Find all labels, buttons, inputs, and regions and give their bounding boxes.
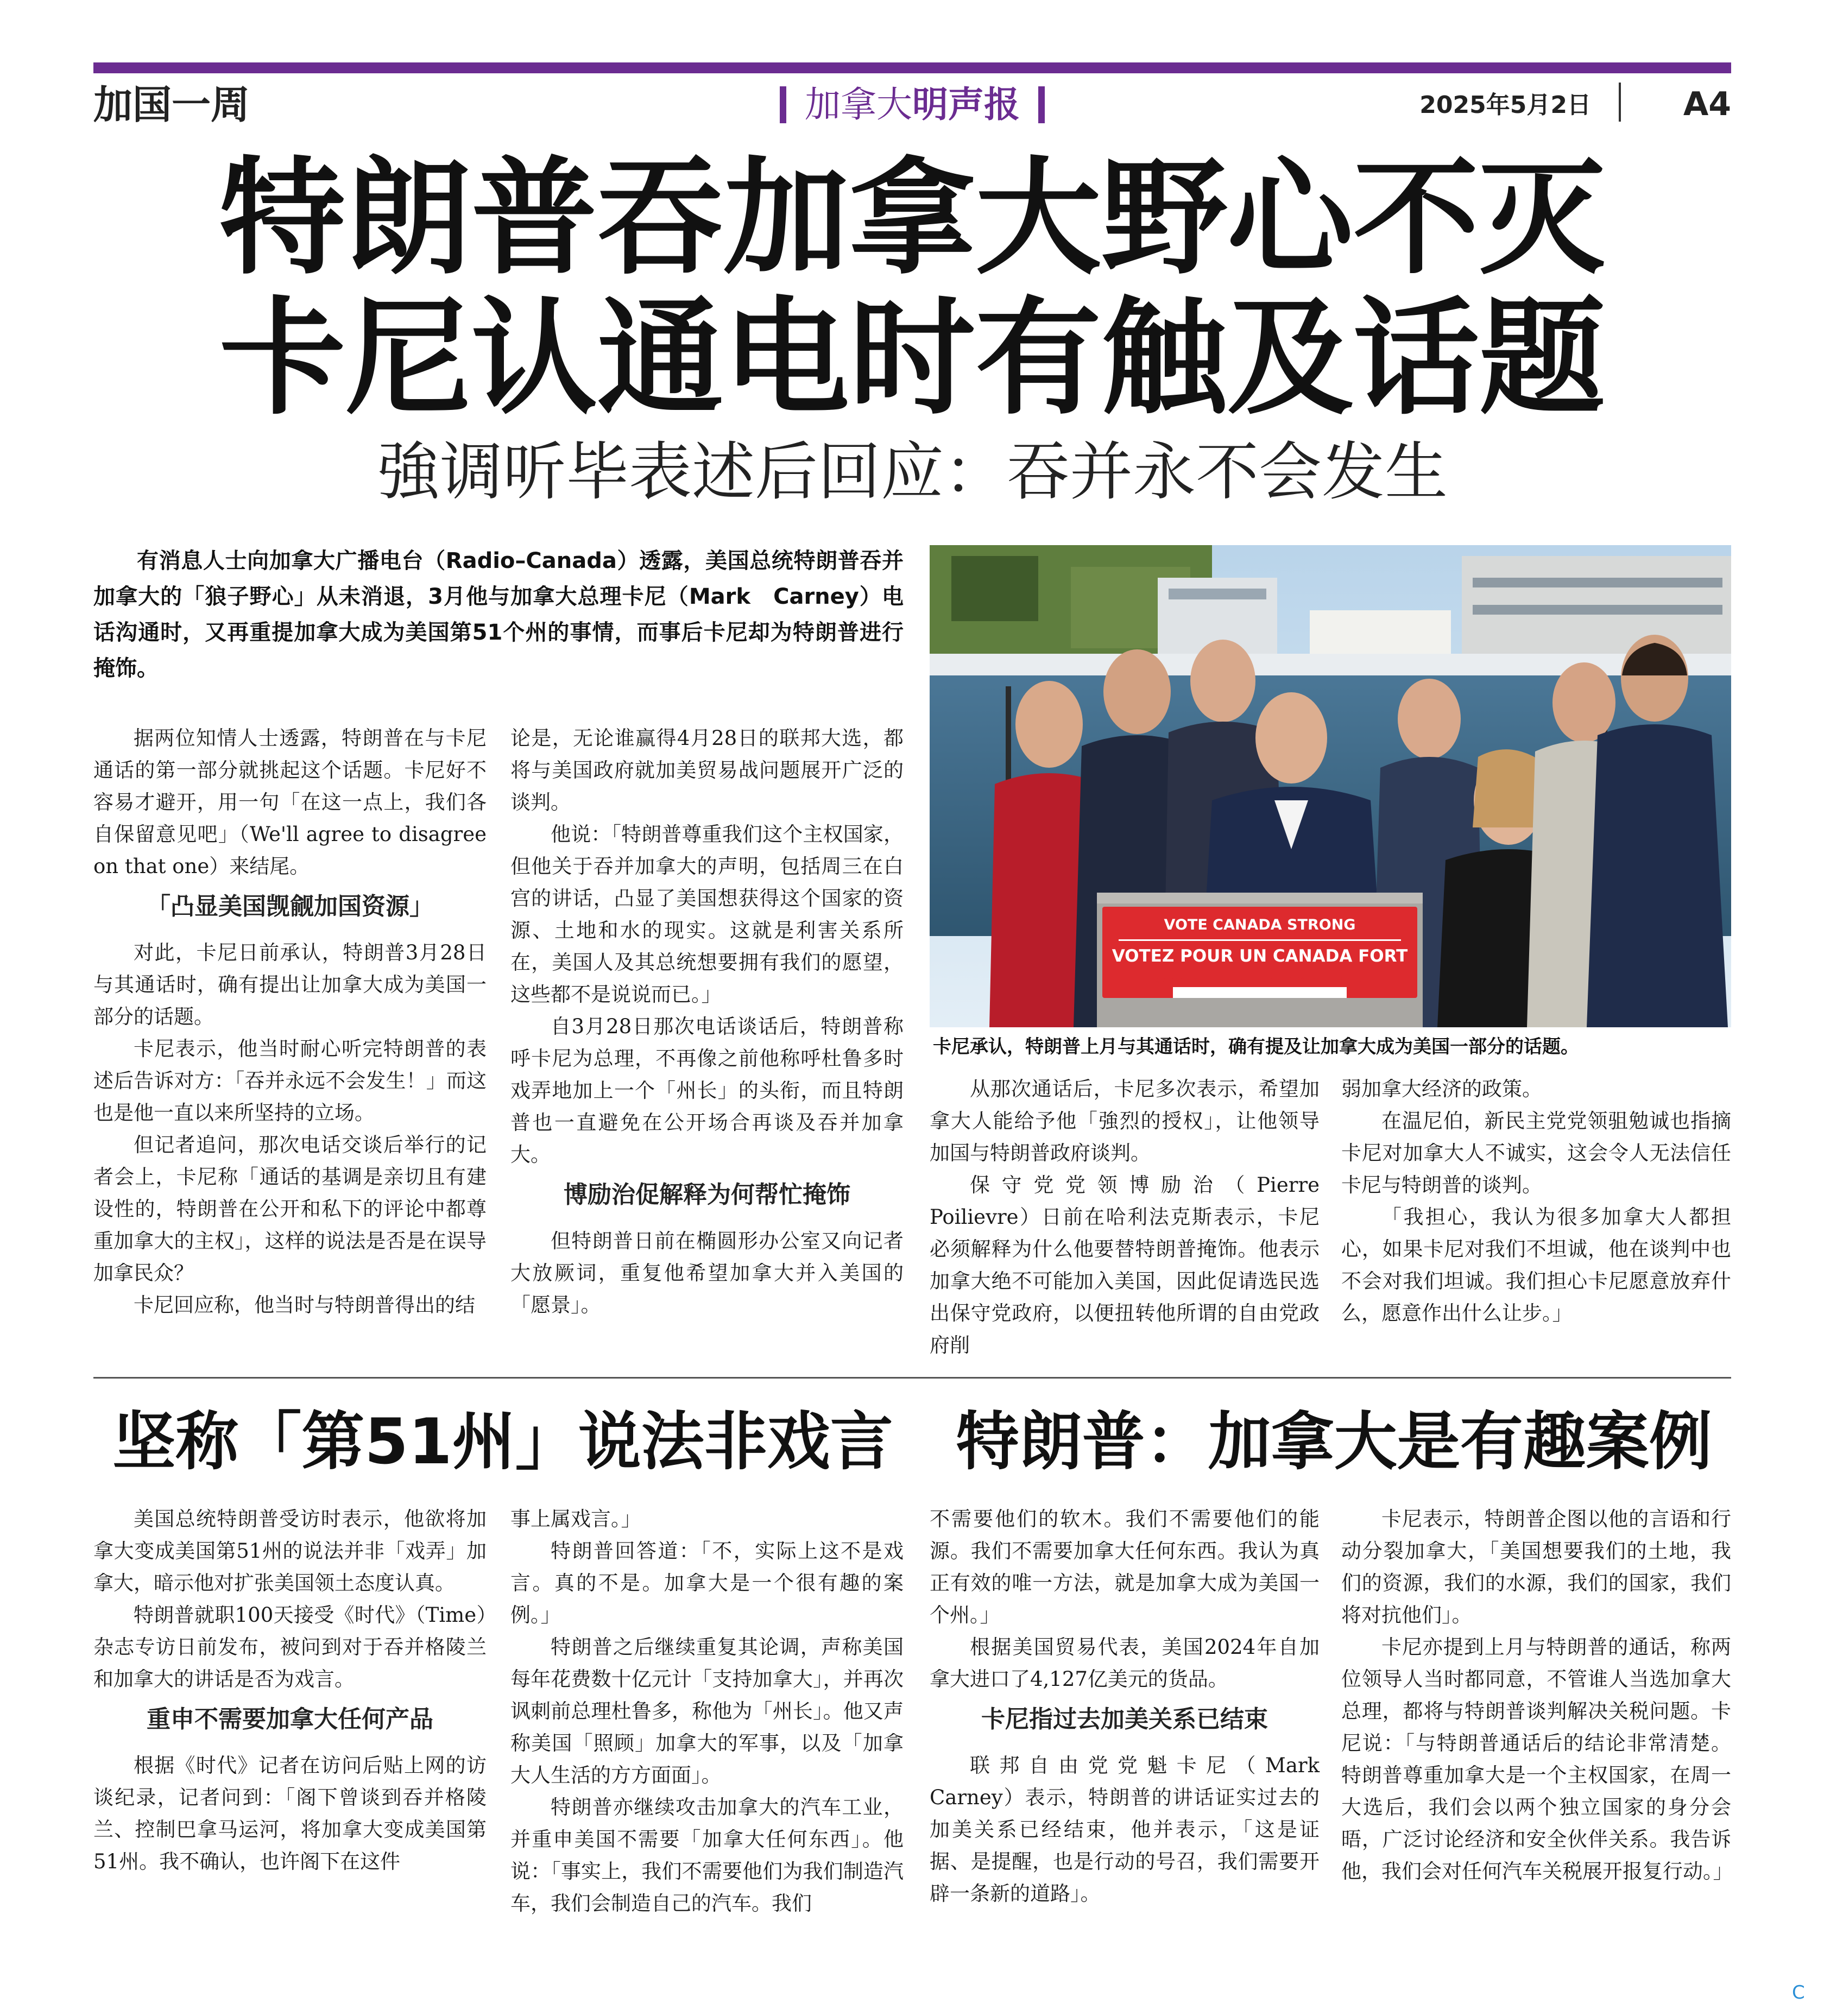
podium-line-1 bbox=[1102, 914, 1417, 936]
masthead-divider bbox=[1619, 83, 1621, 122]
podium-line-3: Text VOTE to 54222 • Textez VOTER au 54222 bbox=[1148, 975, 1371, 985]
footer-mark: C bbox=[1792, 1982, 1805, 2004]
podium-line-1a: VOTE bbox=[1164, 917, 1213, 933]
page-number: A4 bbox=[1683, 85, 1731, 123]
story1-column-4 bbox=[1341, 1073, 1731, 1329]
body-paragraph: 对此，卡尼日前承认，特朗普3月28日与其通话时，确有提出让加拿大成为美国一部分的话题。 bbox=[93, 941, 487, 1028]
headline-line-1: 特朗普吞加拿大野心不灭 bbox=[219, 145, 1605, 292]
body-paragraph: 据两位知情人士透露，特朗普在与卡尼通话的第一部分就挑起这个话题。卡尼好不容易才避开，用一句「在这一点上，我们各自保留意见吧」（We'll agree to disagree on that one）来结尾。 bbox=[93, 726, 487, 878]
body-paragraph: 美国总统特朗普受访时表示，他欲将加拿大变成美国第51州的说法并非「戏弄」加拿大，暗示他对扩张美国领土态度认真。 bbox=[93, 1507, 487, 1595]
body-paragraph: 特朗普亦继续攻击加拿大的汽车工业，并重申美国不需要「加拿大任何东西」。他说：「事实上，我们不需要他们为我们制造汽车，我们会制造自己的汽车。我们 bbox=[510, 1796, 904, 1915]
body-paragraph: 他说：「特朗普尊重我们这个主权国家，但他关于吞并加拿大的声明，包括周三在白宫的讲话，凸显了美国想获得这个国家的资源、土地和水的现实。这就是利害关系所在，美国人及其总统想要拥有我们的愿望，这些都不是说说而已。」 bbox=[510, 823, 904, 1006]
podium-line-2 bbox=[1102, 944, 1417, 968]
paper-name: 明声报 bbox=[912, 84, 1020, 125]
body-paragraph: 自3月28日那次电话谈话后，特朗普称呼卡尼为总理，不再像之前他称呼杜鲁多时戏弄地加上一个「州长」的头衔，而且特朗普也一直避免在公开场合再谈及吞并加拿大。 bbox=[510, 1015, 904, 1166]
body-paragraph: 卡尼表示，特朗普企图以他的言语和行动分裂加拿大，「美国想要我们的土地，我们的资源，我们的水源，我们的国家，我们将对抗他们」。 bbox=[1341, 1507, 1731, 1627]
news-photo bbox=[930, 545, 1731, 1027]
body-paragraph: 弱加拿大经济的政策。 bbox=[1341, 1077, 1542, 1101]
body-paragraph: 卡尼回应称，他当时与特朗普得出的结 bbox=[134, 1293, 475, 1317]
podium-line-2a: VOTEZ POUR UN bbox=[1112, 946, 1273, 966]
body-paragraph: 但特朗普日前在椭圆形办公室又向记者大放厥词，重复他希望加拿大并入美国的「愿景」。 bbox=[510, 1229, 904, 1317]
section-label: 加国一周 bbox=[93, 81, 250, 128]
subheadline: 強调听毕表述后回应：吞并永不会发生 bbox=[377, 435, 1448, 509]
story-divider bbox=[93, 1377, 1731, 1379]
podium-sign bbox=[1102, 907, 1417, 998]
body-paragraph: 根据美国贸易代表，美国2024年自加拿大进口了4,127亿美元的货品。 bbox=[930, 1635, 1320, 1691]
body-paragraph: 特朗普之后继续重复其论调，声称美国每年花费数十亿元计「支持加拿大」，并再次讽刺前总理杜鲁多，称他为「州长」。他又声称美国「照顾」加拿大的军事，以及「加拿大人生活的方方面面」。 bbox=[510, 1635, 904, 1787]
body-paragraph: 论是，无论谁赢得4月28日的联邦大选，都将与美国政府就加美贸易战问题展开广泛的谈判。 bbox=[510, 726, 904, 814]
body-paragraph: 不需要他们的软木。我们不需要他们的能源。我们不需要加拿大任何东西。我认为真正有效的唯一方法，就是加拿大成为美国一个州。」 bbox=[930, 1507, 1320, 1627]
story1-column-3 bbox=[930, 1073, 1340, 1361]
body-paragraph: 「我担心，我认为很多加拿大人都担心，如果卡尼对我们不坦诚，他在谈判中也不会对我们坦诚。我们担心卡尼愿意放弃什么，愿意作出什么让步。」 bbox=[1341, 1205, 1731, 1325]
story1-column-1 bbox=[93, 722, 487, 1321]
paper-title bbox=[739, 80, 1086, 129]
body-paragraph: 但记者追问，那次电话交谈后举行的记者会上，卡尼称「通话的基调是亲切且有建设性的，特朗普在公开和私下的评论中都尊重加拿大的主权」，这样的说法是否是在误导加拿民众？ bbox=[93, 1133, 487, 1285]
body-paragraph: 卡尼表示，他当时耐心听完特朗普的表述后告诉对方：「吞并永远不会发生！」而这也是他一直以来所坚持的立场。 bbox=[93, 1037, 487, 1124]
lede-text: 有消息人士向加拿大广播电台（Radio–Canada）透露，美国总统特朗普吞并加拿大的「狼子野心」从未消退，3月他与加拿大总理卡尼（Mark Carney）电话沟通时，又再重提加拿大成为美国第51个州的事情，而事后卡尼却为特朗普进行掩饰。 bbox=[93, 548, 904, 681]
body-paragraph: 特朗普就职100天接受《时代》（Time）杂志专访日前发布，被问到对于吞并格陵兰和加拿大的讲话是否为戏言。 bbox=[93, 1603, 487, 1691]
headline-line-2: 卡尼认通电时有触及话题 bbox=[219, 285, 1605, 432]
body-paragraph: 特朗普回答道：「不，实际上这不是戏言。真的不是。加拿大是一个很有趣的案例。」 bbox=[510, 1539, 904, 1627]
story2-column-3 bbox=[930, 1503, 1340, 1910]
body-paragraph: 从那次通话后，卡尼多次表示，希望加拿大人能给予他「強烈的授权」，让他领导加国与特朗普政府谈判。 bbox=[930, 1077, 1320, 1165]
podium-line-1b: CANADA STRONG bbox=[1213, 917, 1356, 933]
title-bar-right bbox=[1038, 86, 1045, 123]
podium-line-2b: CANADA FORT bbox=[1272, 946, 1408, 966]
crosshead: 重申不需要加拿大任何产品 bbox=[147, 1705, 433, 1733]
crosshead: 博励治促解释为何帮忙掩饰 bbox=[564, 1181, 850, 1209]
story2-headline: 坚称「第51州」说法非戏言 特朗普：加拿大是有趣案例 bbox=[112, 1405, 1712, 1478]
body-paragraph: 卡尼亦提到上月与特朗普的通话，称两位领导人当时都同意，不管谁人当选加拿大总理，都将与特朗普谈判解决关税问题。卡尼说：「与特朗普通话后的结论非常清楚。特朗普尊重加拿大是一个主权国家，在周一大选后，我们会以两个独立国家的身分会晤，广泛讨论经济和安全伙伴关系。我告诉他，我们会对任何汽车关税展开报复行动。」 bbox=[1341, 1635, 1733, 1883]
photo-caption: 卡尼承认，特朗普上月与其通话时，确有提及让加拿大成为美国一部分的话题。 bbox=[933, 1036, 1579, 1058]
paper-prefix: 加拿大 bbox=[805, 84, 912, 125]
body-paragraph: 根据《时代》记者在访问后贴上网的访谈纪录，记者问到：「阁下曾谈到吞并格陵兰、控制巴拿马运河，将加拿大变成美国第51州。我不确认，也许阁下在这件 bbox=[93, 1754, 487, 1873]
podium-divider bbox=[1119, 939, 1401, 941]
body-paragraph: 保守党党领博励治（Pierre Poilievre）日前在哈利法克斯表示，卡尼必须解释为什么他要替特朗普掩饰。他表示加拿大绝不可能加入美国，因此促请选民选出保守党政府，以便扭转他所谓的自由党政府削 bbox=[930, 1173, 1340, 1357]
body-paragraph: 联邦自由党党魁卡尼（Mark Carney）表示，特朗普的讲话证实过去的加美关系已经结束，他并表示，「这是证据、是提醒，也是行动的号召，我们需要开辟一条新的道路」。 bbox=[930, 1754, 1340, 1905]
body-paragraph: 事上属戏言。」 bbox=[510, 1507, 641, 1531]
story2-column-4 bbox=[1341, 1503, 1731, 1887]
masthead-top-bar bbox=[93, 62, 1731, 73]
crosshead: 「凸显美国觊觎加国资源」 bbox=[147, 893, 433, 920]
story2-column-1 bbox=[93, 1503, 487, 1878]
body-paragraph: 在温尼伯，新民主党党领驵勉诚也指摘卡尼对加拿大人不诚实，这会令人无法信任卡尼与特朗普的谈判。 bbox=[1341, 1109, 1731, 1197]
story2-column-2 bbox=[510, 1503, 904, 1919]
crosshead: 卡尼指过去加美关系已结束 bbox=[981, 1705, 1268, 1733]
issue-date: 2025年5月2日 bbox=[1419, 91, 1591, 119]
lede-paragraph bbox=[93, 543, 904, 686]
title-bar-left bbox=[780, 86, 786, 123]
story1-column-2 bbox=[510, 722, 904, 1321]
